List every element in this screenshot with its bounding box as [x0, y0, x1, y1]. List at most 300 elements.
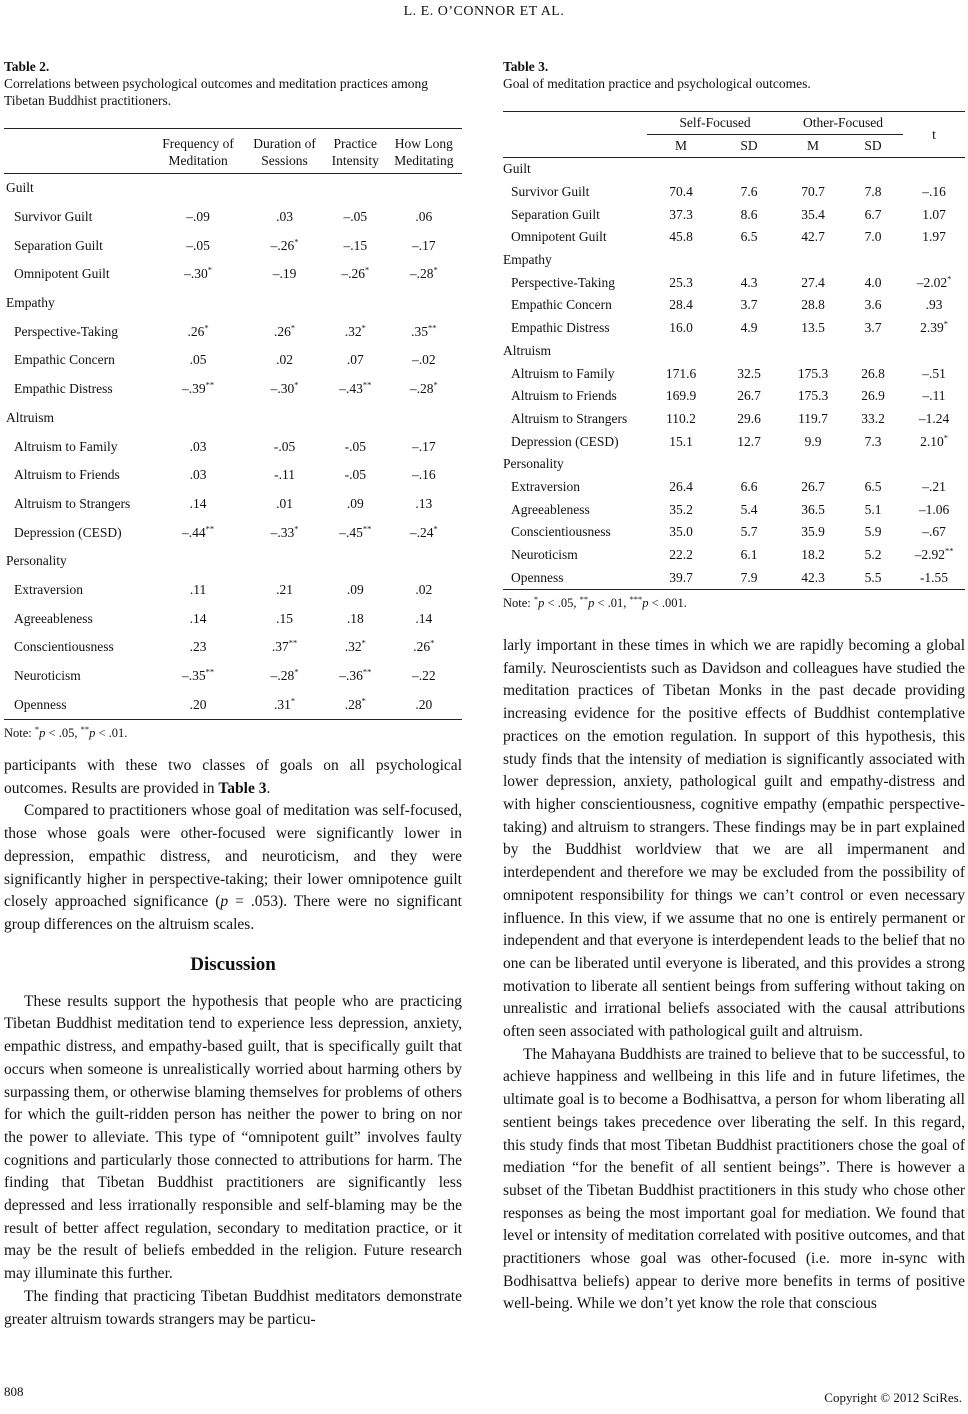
- table2-group-row: [4, 174, 462, 203]
- cell-value: –.28: [409, 266, 434, 282]
- table-cell: [152, 690, 244, 719]
- cell-value: 33.2: [861, 410, 885, 426]
- cell-value: .03: [276, 209, 293, 225]
- table3-row: [503, 203, 965, 226]
- cell-value: .11: [189, 581, 207, 597]
- table3-row: [503, 181, 965, 204]
- cell-value: 6.5: [740, 229, 758, 245]
- cell-value: 6.7: [864, 206, 882, 222]
- table-cell: [325, 346, 386, 375]
- row-label: Openness: [14, 696, 67, 712]
- table-cell: [386, 662, 462, 691]
- cell-value: 5.4: [740, 501, 758, 517]
- table3-group-other: Other-Focused: [783, 112, 903, 135]
- table-cell: [783, 521, 843, 544]
- group-label: Altruism: [503, 342, 552, 358]
- table-cell: [843, 271, 903, 294]
- table-cell: [903, 294, 965, 317]
- table-cell: [783, 181, 843, 204]
- note-text: p < .01,: [588, 596, 630, 611]
- cell-value: –.30: [184, 266, 208, 282]
- table-cell: [903, 203, 965, 226]
- table-cell: [715, 430, 783, 453]
- cell-value: –.45: [339, 524, 363, 540]
- table3-row: [503, 476, 965, 499]
- cell-value: 7.8: [864, 184, 882, 200]
- table-cell: [325, 432, 386, 461]
- group-label: Personality: [6, 553, 67, 569]
- table2-header-row: [4, 129, 462, 174]
- cell-value: 29.6: [737, 410, 761, 426]
- table-cell: [903, 226, 965, 249]
- row-label: Empathic Concern: [14, 352, 115, 368]
- row-label: Empathic Concern: [511, 297, 612, 313]
- cell-value: 32.5: [737, 365, 761, 381]
- significance-marker: *: [290, 322, 296, 333]
- table-cell: [715, 203, 783, 226]
- cell-value: 42.3: [801, 569, 825, 585]
- note-marker: *: [533, 593, 539, 604]
- table3-group-self: Self-Focused: [647, 112, 783, 135]
- cell-value: –.33: [270, 524, 295, 540]
- table-cell: [325, 203, 386, 232]
- left-paragraph-4: The finding that practicing Tibetan Buddhist meditators demonstrate greater altruism towards strangers may be particu-: [4, 1287, 462, 1328]
- column-header-line: Sessions: [261, 153, 308, 168]
- cell-value: –2.92: [914, 547, 945, 563]
- table-cell: [783, 385, 843, 408]
- note-text: p < .001.: [642, 596, 687, 611]
- cell-value: –1.06: [918, 501, 950, 517]
- table2: [4, 128, 462, 720]
- cell-value: 26.8: [861, 365, 885, 381]
- table-cell: [152, 461, 244, 490]
- table-cell: [386, 633, 462, 662]
- table-cell: [647, 203, 715, 226]
- table3-row: [503, 317, 965, 340]
- table3-group-row: [503, 249, 965, 272]
- cell-value: –2.02: [916, 274, 948, 290]
- table-cell: [715, 476, 783, 499]
- paragraph-run: = .053). There were no significant group differences on the altruism scales.: [4, 893, 462, 933]
- paragraph-run: p: [220, 893, 229, 911]
- cell-value: –.35: [182, 668, 206, 684]
- table3-sub-header: M: [674, 138, 687, 153]
- paragraph-run: Compared to practitioners whose goal of meditation was self-focused, those whose goals were other-focused were significantly lower in depression, empathic distress, and neuroticism, and they were significantly higher in perspective-taking; their lower omnipotence guilt closely approached significance (: [4, 802, 462, 911]
- significance-marker: **: [362, 666, 372, 677]
- table-cell: [386, 231, 462, 260]
- row-label: Neuroticism: [511, 547, 578, 563]
- significance-marker: **: [428, 322, 437, 333]
- row-label: Survivor Guilt: [14, 209, 93, 225]
- table-cell: [715, 544, 783, 567]
- table-cell: [783, 317, 843, 340]
- table2-label: Table 2.: [4, 59, 50, 74]
- cell-value: .20: [189, 696, 207, 712]
- table3-sub-header: SD: [864, 138, 882, 153]
- cell-value: 26.7: [801, 478, 825, 494]
- cell-value: 35.4: [801, 206, 825, 222]
- cell-value: 7.9: [740, 569, 758, 585]
- cell-value: 1.97: [922, 229, 946, 245]
- table-cell: [783, 408, 843, 431]
- cell-value: 7.0: [864, 229, 882, 245]
- table3-row: [503, 362, 965, 385]
- group-label: Guilt: [6, 180, 34, 196]
- table-cell: [244, 260, 325, 289]
- significance-marker: *: [361, 322, 366, 333]
- cell-value: –.19: [272, 266, 297, 282]
- table-cell: [386, 432, 462, 461]
- table-cell: [715, 271, 783, 294]
- table-cell: [715, 385, 783, 408]
- note-text: p < .05,: [39, 726, 81, 741]
- cell-value: 5.1: [864, 501, 882, 517]
- cell-value: –.26: [270, 237, 295, 253]
- significance-marker: **: [205, 666, 215, 677]
- cell-value: –.67: [922, 524, 946, 540]
- table3-corner: [503, 112, 647, 158]
- group-label: Altruism: [6, 409, 55, 425]
- cell-value: 37.3: [669, 206, 693, 222]
- table-cell: [386, 260, 462, 289]
- significance-marker: **: [944, 545, 954, 556]
- cell-value: .01: [276, 495, 293, 511]
- cell-value: –.44: [182, 524, 206, 540]
- table-cell: [843, 498, 903, 521]
- row-label: Altruism to Family: [511, 365, 615, 381]
- table3-row: [503, 294, 965, 317]
- cell-value: –.21: [922, 478, 946, 494]
- table-cell: [843, 317, 903, 340]
- cell-value: 35.2: [669, 501, 693, 517]
- table-cell: [647, 362, 715, 385]
- discussion-heading: Discussion: [190, 953, 276, 975]
- table3-row: [503, 226, 965, 249]
- table-cell: [783, 271, 843, 294]
- cell-value: 3.7: [740, 297, 758, 313]
- cell-value: 2.10: [920, 433, 944, 449]
- note-marker: ***: [629, 593, 643, 604]
- table-cell: [325, 260, 386, 289]
- table2-group-row: [4, 289, 462, 318]
- row-label: Perspective-Taking: [14, 323, 119, 339]
- table2-row: [4, 231, 462, 260]
- table-cell: [386, 375, 462, 404]
- table-cell: [244, 576, 325, 605]
- table-cell: [903, 498, 965, 521]
- table-cell: [152, 633, 244, 662]
- significance-marker: *: [294, 236, 299, 247]
- cell-value: .18: [346, 610, 364, 626]
- row-label: Depression (CESD): [14, 524, 122, 540]
- table2-corner: [4, 129, 152, 174]
- table-cell: [244, 490, 325, 519]
- table-cell: [152, 317, 244, 346]
- right-column: [503, 58, 965, 1316]
- table2-row: [4, 346, 462, 375]
- cell-value: .03: [189, 467, 207, 483]
- left-paragraph-2: [4, 800, 462, 936]
- table-cell: [152, 231, 244, 260]
- table2-column-header: [386, 129, 462, 174]
- significance-marker: **: [205, 379, 215, 390]
- cell-value: .05: [189, 352, 207, 368]
- table-cell: [715, 181, 783, 204]
- cell-value: 110.2: [666, 410, 696, 426]
- table-cell: [715, 362, 783, 385]
- table-cell: [647, 476, 715, 499]
- table-cell: [843, 408, 903, 431]
- running-header: L. E. O’CONNOR ET AL.: [403, 4, 565, 19]
- cell-value: .06: [415, 209, 433, 225]
- table-cell: [325, 576, 386, 605]
- significance-marker: *: [361, 695, 366, 706]
- table2-note: [4, 723, 462, 741]
- table3-row: [503, 408, 965, 431]
- table2-row: [4, 203, 462, 232]
- table2-row: [4, 432, 462, 461]
- table-cell: [715, 566, 783, 589]
- cell-value: 171.6: [665, 365, 697, 381]
- note-text: p < .01.: [89, 726, 128, 741]
- row-label: Omnipotent Guilt: [14, 266, 110, 282]
- cell-value: 26.9: [861, 388, 885, 404]
- cell-value: .32: [344, 323, 362, 339]
- cell-value: 22.2: [669, 547, 693, 563]
- table2-column-header: [244, 129, 325, 174]
- table3-group-row: [503, 158, 965, 181]
- cell-value: -.11: [274, 467, 295, 483]
- cell-value: 28.8: [801, 297, 825, 313]
- significance-marker: *: [361, 637, 366, 648]
- cell-value: –.17: [412, 237, 436, 253]
- table-cell: [783, 544, 843, 567]
- significance-marker: *: [207, 264, 213, 275]
- column-header-line: Frequency of: [162, 136, 234, 151]
- table-cell: [715, 498, 783, 521]
- cell-value: 3.6: [864, 297, 882, 313]
- note-text: Note:: [4, 726, 35, 741]
- cell-value: 6.5: [864, 478, 882, 494]
- significance-marker: *: [294, 523, 299, 534]
- cell-value: –.39: [182, 381, 206, 397]
- cell-value: .21: [276, 581, 293, 597]
- table-cell: [244, 203, 325, 232]
- cell-value: –.30: [270, 381, 295, 397]
- table-cell: [903, 181, 965, 204]
- table2-row: [4, 375, 462, 404]
- column-header-line: Duration of: [253, 136, 316, 151]
- paragraph-run: .: [266, 779, 271, 797]
- cell-value: .28: [344, 696, 362, 712]
- table-cell: [843, 430, 903, 453]
- cell-value: 35.0: [669, 524, 693, 540]
- row-label: Agreeableness: [14, 610, 93, 626]
- row-label: Empathic Distress: [511, 320, 610, 336]
- table-cell: [647, 544, 715, 567]
- table2-group-row: [4, 404, 462, 433]
- cell-value: 5.9: [864, 524, 882, 540]
- cell-value: 4.3: [740, 274, 758, 290]
- cell-value: –.11: [922, 388, 946, 404]
- cell-value: 15.1: [669, 433, 693, 449]
- table-cell: [152, 604, 244, 633]
- cell-value: .26: [273, 323, 291, 339]
- row-label: Conscientiousness: [14, 639, 114, 655]
- significance-marker: *: [433, 379, 438, 390]
- significance-marker: *: [943, 318, 948, 329]
- group-label: Empathy: [6, 295, 55, 311]
- table-cell: [325, 490, 386, 519]
- table-cell: [843, 203, 903, 226]
- column-header-line: Meditating: [394, 153, 454, 168]
- cell-value: .03: [189, 438, 207, 454]
- table-cell: [843, 362, 903, 385]
- row-label: Extraversion: [14, 581, 83, 597]
- significance-marker: *: [433, 523, 438, 534]
- table-cell: [715, 294, 783, 317]
- row-label: Conscientiousness: [511, 524, 611, 540]
- table-cell: [903, 317, 965, 340]
- table-cell: [647, 294, 715, 317]
- cell-value: –.28: [270, 668, 295, 684]
- cell-value: -1.55: [919, 569, 949, 585]
- significance-marker: **: [288, 637, 298, 648]
- table-cell: [903, 521, 965, 544]
- cell-value: –.26: [341, 266, 365, 282]
- cell-value: .07: [346, 352, 364, 368]
- cell-value: 13.5: [801, 320, 825, 336]
- cell-value: 3.7: [864, 320, 882, 336]
- cell-value: .14: [189, 610, 207, 626]
- significance-marker: *: [433, 264, 438, 275]
- cell-value: .23: [189, 639, 207, 655]
- cell-value: 5.7: [740, 524, 758, 540]
- cell-value: 5.5: [864, 569, 882, 585]
- cell-value: 12.7: [737, 433, 761, 449]
- table-cell: [325, 231, 386, 260]
- table3-caption: [503, 58, 965, 92]
- cell-value: 4.9: [740, 320, 758, 336]
- table-cell: [386, 203, 462, 232]
- cell-value: 39.7: [669, 569, 693, 585]
- table-cell: [647, 226, 715, 249]
- table-cell: [903, 476, 965, 499]
- column-header-line: Meditation: [168, 153, 228, 168]
- left-paragraph-3: These results support the hypothesis that people who are practicing Tibetan Buddhist meditation tend to experience less depression, anxiety, empathic distress, and empathy-based guilt, that is specifically guilt that occurs when someone is unrealistically worried about harming others by surpassing them, or otherwise blaming themselves for problems of others for which the guilt-ridden person has neither the power to bring on nor the power to alleviate. This type of “omnipotent guilt” involves faulty cognitions and particularly those connected to attributions for harm. The finding that Tibetan Buddhist practitioners are significantly less depressed and less irrationally responsible and self-blaming may be the result of better affect regulation, secondary to meditation practice, or it may be the result of beliefs embedded in the religion. Future research may illuminate this further.: [4, 992, 462, 1283]
- table-cell: [903, 271, 965, 294]
- table-cell: [386, 317, 462, 346]
- table-cell: [783, 430, 843, 453]
- cell-value: 7.3: [864, 433, 882, 449]
- row-label: Openness: [511, 569, 564, 585]
- table-cell: [152, 203, 244, 232]
- significance-marker: *: [364, 264, 370, 275]
- table-cell: [244, 432, 325, 461]
- row-label: Empathic Distress: [14, 381, 113, 397]
- cell-value: 70.7: [801, 184, 825, 200]
- table-cell: [152, 346, 244, 375]
- table2-row: [4, 662, 462, 691]
- table3-body: [503, 158, 965, 590]
- table2-column-header: [152, 129, 244, 174]
- row-label: Separation Guilt: [511, 206, 600, 222]
- table2-row: [4, 317, 462, 346]
- table-cell: [783, 476, 843, 499]
- cell-value: 26.4: [669, 478, 693, 494]
- table-cell: [325, 461, 386, 490]
- note-text: Note:: [503, 596, 534, 611]
- table-cell: [244, 461, 325, 490]
- table3-row: [503, 430, 965, 453]
- cell-value: –.09: [186, 209, 210, 225]
- significance-marker: **: [205, 523, 215, 534]
- cell-value: –.16: [922, 184, 946, 200]
- table-cell: [843, 226, 903, 249]
- table2-row: [4, 490, 462, 519]
- cell-value: 25.3: [669, 274, 693, 290]
- table3-row: [503, 566, 965, 589]
- table-cell: [783, 226, 843, 249]
- table2-row: [4, 576, 462, 605]
- table-cell: [647, 271, 715, 294]
- cell-value: .13: [415, 495, 433, 511]
- cell-value: –.02: [412, 352, 436, 368]
- table-cell: [152, 260, 244, 289]
- table-cell: [647, 521, 715, 544]
- cell-value: –.05: [343, 209, 368, 225]
- row-label: Altruism to Strangers: [511, 410, 628, 426]
- table-cell: [244, 662, 325, 691]
- cell-value: .35: [411, 323, 429, 339]
- significance-marker: *: [290, 695, 296, 706]
- table-cell: [152, 490, 244, 519]
- row-label: Extraversion: [511, 478, 580, 494]
- paragraph-run: Table 3: [218, 779, 267, 797]
- table-cell: [647, 181, 715, 204]
- table-cell: [386, 690, 462, 719]
- table-cell: [843, 385, 903, 408]
- table-cell: [903, 430, 965, 453]
- table-cell: [647, 566, 715, 589]
- cell-value: –.16: [412, 467, 436, 483]
- table-cell: [325, 604, 386, 633]
- table-cell: [244, 231, 325, 260]
- cell-value: –.36: [339, 668, 363, 684]
- cell-value: .31: [273, 696, 291, 712]
- cell-value: .20: [415, 696, 433, 712]
- table-cell: [903, 566, 965, 589]
- table-cell: [843, 521, 903, 544]
- column-header-line: Intensity: [331, 153, 379, 168]
- cell-value: .37: [271, 639, 289, 655]
- row-label: Omnipotent Guilt: [511, 229, 607, 245]
- row-label: Neuroticism: [14, 668, 81, 684]
- table-cell: [783, 498, 843, 521]
- cell-value: 42.7: [801, 229, 825, 245]
- cell-value: 1.07: [922, 206, 946, 222]
- table3: [503, 111, 965, 590]
- table-cell: [244, 518, 325, 547]
- table-cell: [715, 226, 783, 249]
- copyright-notice: Copyright © 2012 SciRes.: [824, 1390, 962, 1405]
- cell-value: 28.4: [669, 297, 693, 313]
- table-cell: [152, 432, 244, 461]
- table2-row: [4, 633, 462, 662]
- row-label: Separation Guilt: [14, 237, 103, 253]
- table-cell: [386, 576, 462, 605]
- left-column: [4, 58, 462, 1331]
